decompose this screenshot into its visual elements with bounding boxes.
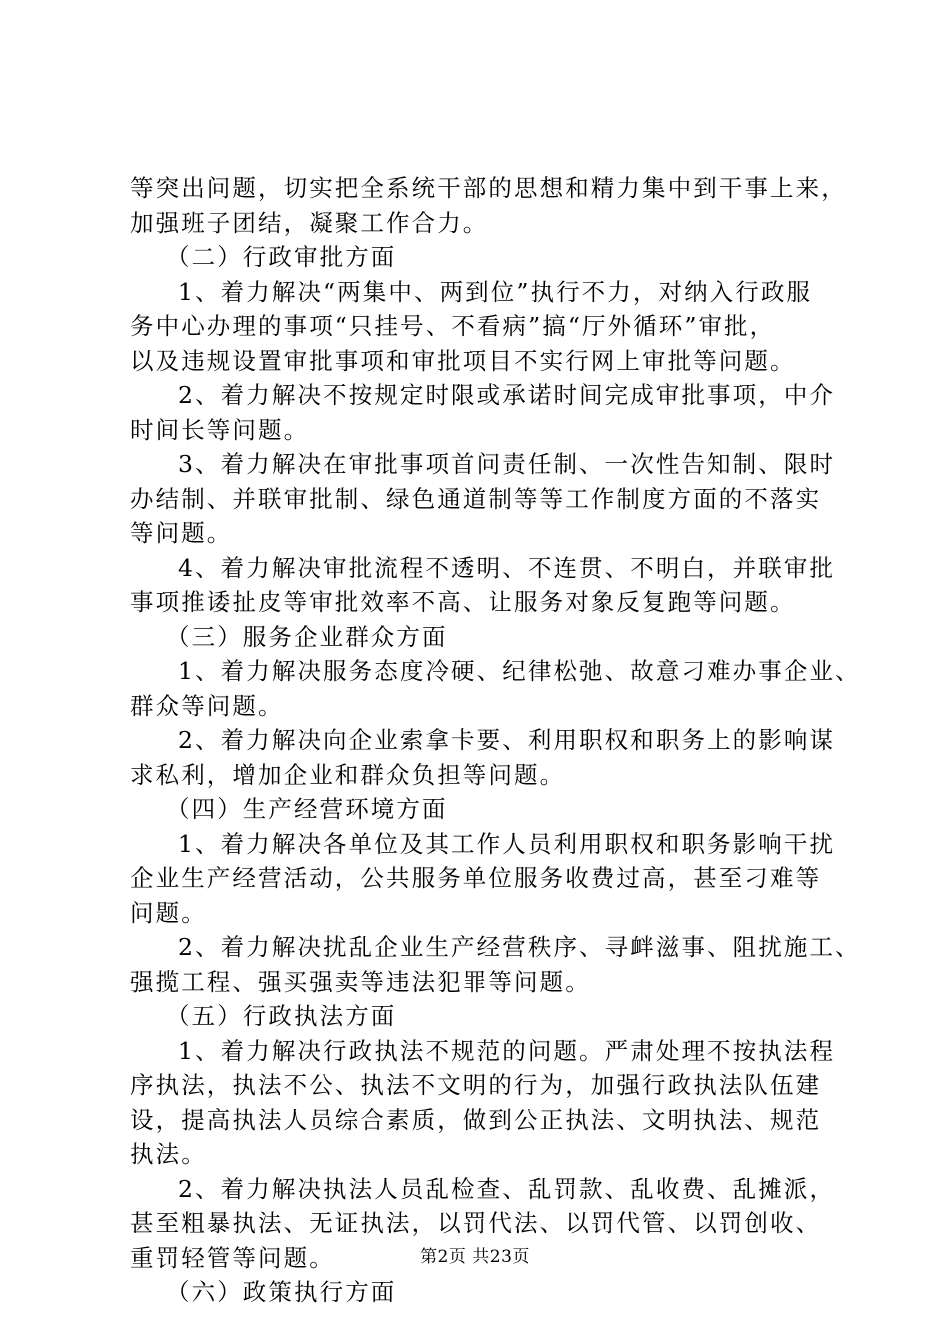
text-line: 设，提高执法人员综合素质，做到公正执法、文明执法、规范	[130, 1105, 822, 1134]
text-line: 1、着力解决行政执法不规范的问题。严肃处理不按执法程	[178, 1036, 836, 1065]
text-line: 2、着力解决执法人员乱检查、乱罚款、乱收费、乱摊派，	[178, 1174, 836, 1203]
text-line: 企业生产经营活动，公共服务单位服务收费过高，甚至刁难等	[130, 864, 822, 892]
text-line: 重罚轻管等问题。	[130, 1243, 335, 1272]
text-line: 2、着力解决扰乱企业生产经营秩序、寻衅滋事、阻扰施工、	[178, 933, 861, 961]
section-heading: （三）服务企业群众方面	[166, 622, 448, 651]
text-line: 强揽工程、强买强卖等违法犯罪等问题。	[130, 967, 591, 996]
text-line: 群众等问题。	[130, 691, 284, 720]
text-line: 加强班子团结，凝聚工作合力。	[130, 208, 489, 237]
text-line: 办结制、并联审批制、绿色通道制等等工作制度方面的不落实	[130, 484, 822, 513]
section-heading: （六）政策执行方面	[166, 1278, 397, 1306]
text-line: 等问题。	[130, 519, 233, 547]
text-line: 事项推诿扯皮等审批效率不高、让服务对象反复跑等问题。	[130, 588, 796, 616]
text-line: 1、着力解决“两集中、两到位”执行不力，对纳入行政服	[178, 277, 813, 306]
text-line: 以及违规设置审批事项和审批项目不实行网上审批等问题。	[130, 346, 796, 375]
document-body	[130, 171, 861, 1310]
text-line: 务中心办理的事项“只挂号、不看病”搞“厅外循环”审批，	[130, 312, 776, 340]
text-line: 甚至粗暴执法、无证执法，以罚代法、以罚代管、以罚创收、	[130, 1209, 822, 1237]
text-line: 2、着力解决不按规定时限或承诺时间完成审批事项，中介	[178, 381, 836, 409]
text-line: 2、着力解决向企业索拿卡要、利用职权和职务上的影响谋	[178, 726, 836, 754]
text-line: 执法。	[130, 1140, 207, 1168]
text-line: 时间长等问题。	[130, 415, 310, 444]
text-line: 4、着力解决审批流程不透明、不连贯、不明白，并联审批	[178, 553, 836, 582]
text-line: 1、着力解决服务态度冷硬、纪律松弛、故意刁难办事企业、	[178, 657, 861, 685]
page-number-footer: 第2页 共23页	[420, 1247, 530, 1267]
section-heading: （四）生产经营环境方面	[166, 795, 448, 823]
text-line: 问题。	[130, 898, 207, 927]
text-line: 等突出问题，切实把全系统干部的思想和精力集中到干事上来，	[130, 174, 847, 202]
text-line: 1、着力解决各单位及其工作人员利用职权和职务影响干扰	[178, 829, 836, 858]
text-line: 序执法，执法不公、执法不文明的行为，加强行政执法队伍建	[130, 1071, 822, 1099]
text-line: 3、着力解决在审批事项首问责任制、一次性告知制、限时	[178, 450, 836, 478]
section-heading: （二）行政审批方面	[166, 243, 397, 271]
section-heading: （五）行政执法方面	[166, 1002, 397, 1030]
text-line: 求私利，增加企业和群众负担等问题。	[130, 760, 566, 789]
